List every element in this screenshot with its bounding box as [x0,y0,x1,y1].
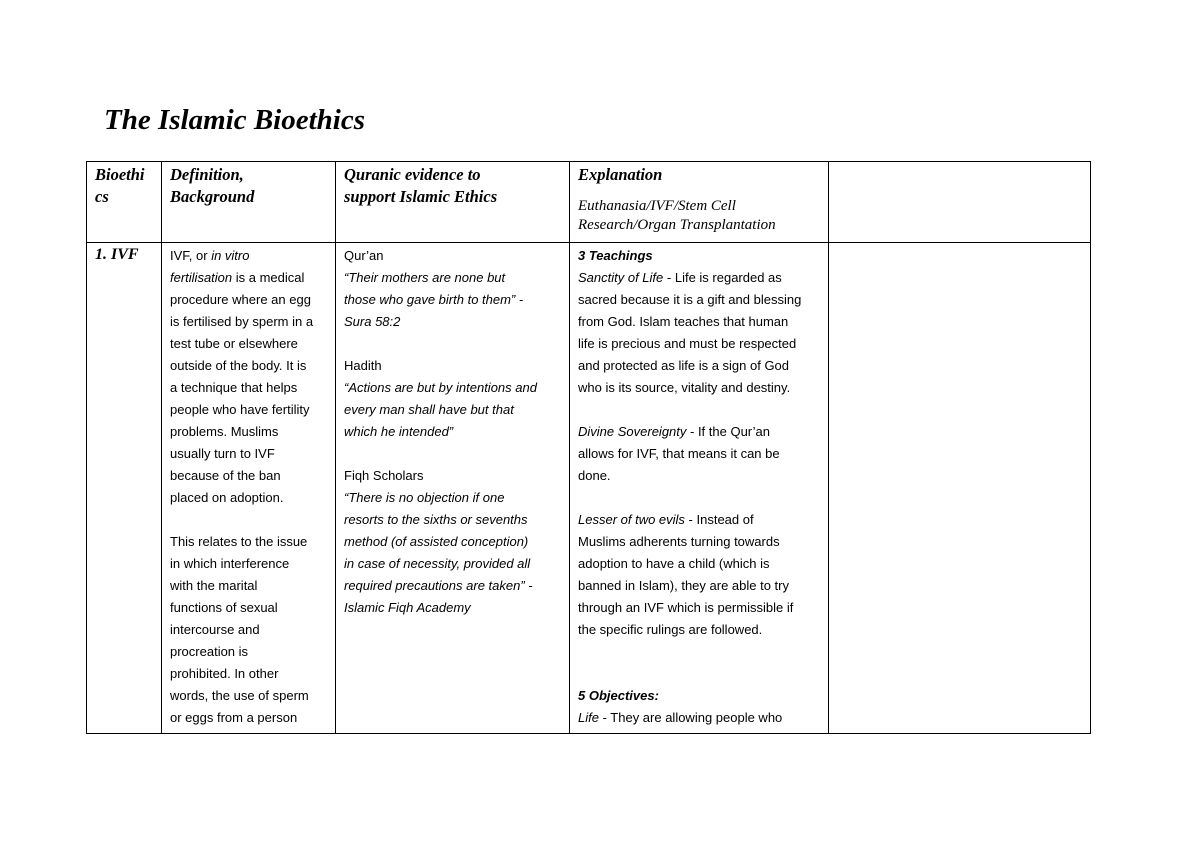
header-explanation-sub2: Research/Organ Transplantation [578,217,776,233]
evidence-quote: those who gave birth to them” - [344,292,524,307]
def-line: IVF, or [170,248,212,263]
evidence-quote: resorts to the sixths or sevenths [344,512,528,527]
def-italic: in vitro [211,248,250,263]
definition-text [170,245,328,729]
expl-line: sacred because it is a gift and blessing [578,292,802,307]
objectives-heading: 5 Objectives: [578,688,659,703]
def-line: procedure where an egg [170,292,311,307]
header-quranic-line1: Quranic evidence to [344,165,481,184]
header-explanation-sub1: Euthanasia/IVF/Stem Cell [578,198,736,214]
cell-topic [87,243,162,734]
header-explanation-title: Explanation [578,165,663,184]
term-sanctity-of-life: Sanctity of Life [578,270,664,285]
def-line: or eggs from a person [170,710,298,725]
evidence-label-fiqh: Fiqh Scholars [344,468,424,483]
def-line: intercourse and [170,622,260,637]
def-line: is fertilised by sperm in a [170,314,314,329]
def-line: is a medical [232,270,305,285]
expl-line: through an IVF which is permissible if [578,600,794,615]
def-line: procreation is [170,644,249,659]
def-line: people who have fertility [170,402,310,417]
expl-line: from God. Islam teaches that human [578,314,789,329]
expl-line: and protected as life is a sign of God [578,358,790,373]
page-title: The Islamic Bioethics [104,104,365,136]
expl-line: banned in Islam), they are able to try [578,578,790,593]
header-quranic-evidence [336,162,570,243]
def-line: usually turn to IVF [170,446,275,461]
def-line: words, the use of sperm [170,688,309,703]
def-italic: fertilisation [170,270,233,285]
def-line: with the marital [170,578,258,593]
def-line: placed on adoption. [170,490,284,505]
expl-line: Muslims adherents turning towards [578,534,780,549]
expl-line: done. [578,468,611,483]
evidence-quote: required precautions are taken” - [344,578,533,593]
evidence-quote: Islamic Fiqh Academy [344,600,471,615]
header-definition [162,162,336,243]
expl-line: - Life is regarded as [663,270,782,285]
header-explanation [570,162,829,243]
def-line: outside of the body. It is [170,358,307,373]
evidence-quote: Sura 58:2 [344,314,401,329]
header-bioethics-line2: cs [95,187,109,206]
expl-line: life is precious and must be respected [578,336,797,351]
term-life: Life [578,710,599,725]
header-definition-line2: Background [170,187,255,206]
cell-explanation [570,243,829,734]
def-line: problems. Muslims [170,424,279,439]
expl-line: adoption to have a child (which is [578,556,770,571]
expl-line: - If the Qur’an [686,424,770,439]
evidence-quote: which he intended” [344,424,454,439]
def-line: functions of sexual [170,600,278,615]
evidence-label-hadith: Hadith [344,358,382,373]
explanation-text [578,245,821,729]
evidence-quote: “There is no objection if one [344,490,505,505]
evidence-quote: method (of assisted conception) [344,534,529,549]
evidence-quote: in case of necessity, provided all [344,556,531,571]
cell-empty [829,243,1091,734]
header-quranic-line2: support Islamic Ethics [344,187,498,206]
def-line: test tube or elsewhere [170,336,298,351]
header-bioethics [87,162,162,243]
def-line: prohibited. In other [170,666,279,681]
expl-line: who is its source, vitality and destiny. [578,380,791,395]
table-header-row [87,162,1091,243]
evidence-label-quran: Qur’an [344,248,384,263]
expl-line: allows for IVF, that means it can be [578,446,780,461]
header-empty [829,162,1091,243]
def-line: in which interference [170,556,290,571]
header-definition-line1: Definition, [170,165,244,184]
topic-ivf: 1. IVF [95,246,139,263]
bioethics-table [86,161,1091,734]
evidence-text [344,245,562,619]
term-lesser-of-two-evils: Lesser of two evils [578,512,685,527]
evidence-quote: “Their mothers are none but [344,270,506,285]
evidence-quote: every man shall have but that [344,402,514,417]
teachings-heading: 3 Teachings [578,248,653,263]
term-divine-sovereignty: Divine Sovereignty [578,424,687,439]
def-line: This relates to the issue [170,534,308,549]
expl-line: the specific rulings are followed. [578,622,763,637]
table-row [87,243,1091,734]
expl-line: - They are allowing people who [598,710,783,725]
def-line: because of the ban [170,468,281,483]
def-line: a technique that helps [170,380,298,395]
header-bioethics-line1: Bioethi [95,165,145,184]
evidence-quote: “Actions are but by intentions and [344,380,537,395]
cell-evidence [336,243,570,734]
cell-definition [162,243,336,734]
expl-line: - Instead of [684,512,754,527]
